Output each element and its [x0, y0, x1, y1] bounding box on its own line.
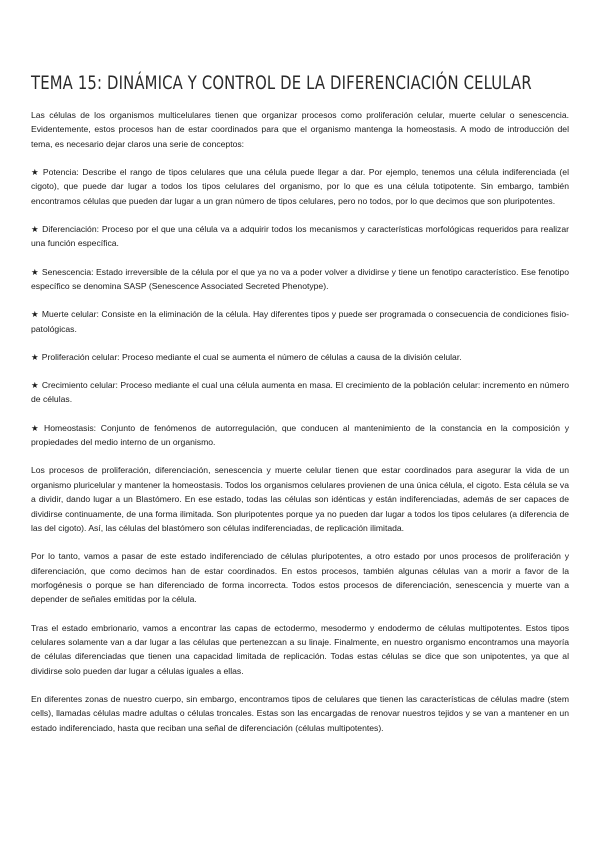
star-icon: ★: [31, 380, 39, 391]
star-icon: ★: [31, 351, 39, 362]
concept-crecimiento: ★ Crecimiento celular: Proceso mediante el cual una célula aumenta en masa. El crecimiento de la población celular: incremento en número de células.: [31, 380, 569, 405]
intro-paragraph: Las células de los organismos multicelulares tienen que organizar procesos como proliferación celular, muerte celular o senescencia. Evidentemente, estos procesos han de estar coordinados para que el organismo mantenga la homeostasis. A modo de introducción del tema, es necesario dejar claros una serie de conceptos:: [31, 110, 569, 149]
star-icon: ★: [31, 309, 39, 320]
page-title: TEMA 15: DINÁMICA Y CONTROL DE LA DIFERENCIACIÓN CELULAR: [31, 72, 532, 94]
star-icon: ★: [31, 224, 40, 235]
concept-senescencia: ★ Senescencia: Estado irreversible de la célula por el que ya no va a poder volver a dividirse y tiene un fenotipo característico. Ese fenotipo específico se denomina SASP (Senescence Associated Secreted Phenotype).: [31, 266, 569, 292]
concept-homeostasis: ★ Homeostasis: Conjunto de fenómenos de autorregulación, que conducen al mantenimiento de la constancia en la composición y propiedades del medio interno de un organismo.: [31, 422, 569, 448]
body-paragraph: En diferentes zonas de nuestro cuerpo, sin embargo, encontramos tipos de celulares que tienen las características de células madre (stem cells), llamadas células madre adultas o células troncales. Estas son las encargadas de renovar nuestros tejidos y se van a mantener en un estado indiferenciado, hasta que reciban una señal de diferenciación (células multipotentes).: [31, 693, 569, 733]
concept-muerte-celular: ★ Muerte celular: Consiste en la eliminación de la célula. Hay diferentes tipos y puede ser programada o consecuencia de condiciones fisio-patológicas.: [31, 309, 569, 334]
star-icon: ★: [31, 266, 39, 277]
body-paragraph: Los procesos de proliferación, diferenciación, senescencia y muerte celular tienen que estar coordinados para asegurar la vida de un organismo pluricelular y mantener la homeostasis. Todos los organismos celulares provienen de una única célula, el cigoto. Esta célula se va a dividir, dando lugar a un Blastómero. En ese estado, todas las células son idénticas y están indiferenciadas, además de ser capaces de dividirse continuamente, de una forma ilimitada. Son pluripotentes porque ya no pueden dar lugar a todos los tipos celulares (a diferencia de las del cigoto). Así, las células del blastómero son células indiferenciadas, de replicación ilimitada.: [31, 465, 569, 533]
concept-proliferacion: ★ Proliferación celular: Proceso mediante el cual se aumenta el número de células a causa de la división celular.: [31, 351, 462, 362]
concept-list: [31, 165, 569, 449]
body-paragraph: Tras el estado embrionario, vamos a encontrar las capas de ectodermo, mesodermo y endodermo de células multipotentes. Estos tipos celulares solamente van a dar lugar a las células que pertenezcan a su linaje. Finalmente, en nuestro organismo encontramos una mayoría de células diferenciadas que tienen una capacidad limitada de replicación. Todas estas células se dice que son unipotentes, ya que al dividirse solo pueden dar lugar a células iguales a ellas.: [31, 622, 569, 676]
document-page: [31, 72, 569, 749]
body-paragraph: Por lo tanto, vamos a pasar de este estado indiferenciado de células pluripotentes, a otro estado por unos procesos de proliferación y diferenciación, que como decimos han de estar coordinados. En estos procesos, también algunas células van a morir a favor de la morfogénesis o porque se han diferenciado de forma incorrecta. Todos estos procesos de diferenciación, senescencia y muerte van a depender de señales emitidas por la célula.: [31, 551, 569, 605]
star-icon: ★: [31, 167, 40, 178]
concept-diferenciacion: ★ Diferenciación: Proceso por el que una célula va a adquirir todos los mecanismos y características morfológicas requeridos para realizar una función específica.: [31, 224, 569, 249]
concept-potencia: ★ Potencia: Describe el rango de tipos celulares que una célula puede llegar a dar. Por ejemplo, tenemos una célula indiferenciada (el cigoto), que puede dar lugar a todos los tipos celulares del organismo, por lo que es una célula totipotente. Sin embargo, también encontramos células que pueden dar lugar a un gran número de tipos celulares, pero no todos, por lo que decimos que son pluripotentes.: [31, 167, 569, 206]
star-icon: ★: [31, 422, 42, 433]
